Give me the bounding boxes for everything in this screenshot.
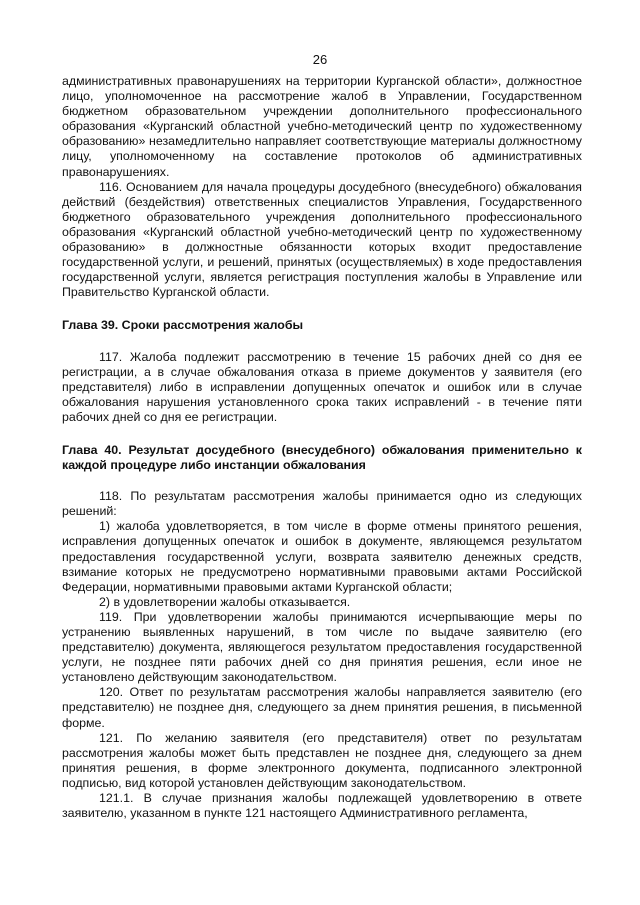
paragraph-117: 117. Жалоба подлежит рассмотрению в течение 15 рабочих дней со дня ее регистрации, а в случае обжалования отказа в приеме документов у заявителя (его представителя) либо в исправлении допущенных опечаток и ошибок или в случае обжалования нарушения установленного срока таких исправлений - в течение пяти рабочих дней со дня ее регистрации. — [62, 349, 582, 424]
chapter-40-title: Глава 40. Результат досудебного (внесудебного) обжалования применительно к каждой процедуре либо инстанции обжалования — [62, 442, 582, 473]
paragraph-116: 116. Основанием для начала процедуры досудебного (внесудебного) обжалования действий (бездействия) ответственных специалистов Управления, Государственного бюджетного образовательного учреждения дополнительного профессионального образования «Курганский областной учебно-методический центр по художественному образованию» в должностные обязанности которых входит предоставление государственной услуги, и решений, принятых (осуществляемых) в ходе предоставления государственной услуги, является регистрация поступления жалобы в Управление или Правительство Курганской области. — [62, 179, 582, 300]
paragraph-120: 120. Ответ по результатам рассмотрения жалобы направляется заявителю (его представителю) не позднее дня, следующего за днем принятия решения, в письменной форме. — [62, 685, 582, 730]
spacer — [62, 334, 582, 350]
chapter-39-title: Глава 39. Сроки рассмотрения жалобы — [62, 318, 304, 333]
paragraph-118-item-1: 1) жалоба удовлетворяется, в том числе в форме отмены принятого решения, исправления допущенных опечаток и ошибок в документе, являющемся результатом предоставления государственной услуги, возврата заявителю денежных средств, взимание которых не предусмотрено нормативными правовыми актами Российской Федерации, нормативными правовыми актами Курганской области; — [62, 519, 582, 594]
paragraph-121-1: 121.1. В случае признания жалобы подлежащей удовлетворению в ответе заявителю, указанном в пункте 121 настоящего Административного регламента, — [62, 791, 582, 821]
paragraph-118-item-2: 2) в удовлетворении жалобы отказывается. — [99, 594, 351, 609]
paragraph-118: 118. По результатам рассмотрения жалобы принимается одно из следующих решений: — [62, 489, 582, 519]
spacer — [62, 425, 582, 443]
paragraph-119: 119. При удовлетворении жалобы принимаются исчерпывающие меры по устранению выявленных нарушений, в том числе по выдаче заявителю (его представителю) документа, являющегося результатом предоставления государственной услуги, не позднее пяти рабочих дней со дня принятия решения, если иное не установлено действующим законодательством. — [62, 609, 582, 685]
paragraph-continuation: административных правонарушениях на территории Курганской области», должностное лицо, уполномоченное на рассмотрение жалоб в Управлении, Государственном бюджетном образовательном учреждении дополнительного профессионального образования «Курганский областной учебно-методический центр по художественному образованию» незамедлительно направляет соответствующие материалы должностному лицу, уполномоченному на составление протоколов об административных правонарушениях. — [62, 74, 582, 179]
paragraph-121: 121. По желанию заявителя (его представителя) ответ по результатам рассмотрения жалобы может быть представлен не позднее дня, следующего за днем принятия решения, в форме электронного документа, подписанного электронной подписью, вид которой установлен действующим законодательством. — [62, 730, 582, 790]
spacer — [62, 300, 582, 318]
document-body — [62, 74, 582, 821]
page-number: 26 — [312, 52, 328, 67]
spacer — [62, 473, 582, 489]
